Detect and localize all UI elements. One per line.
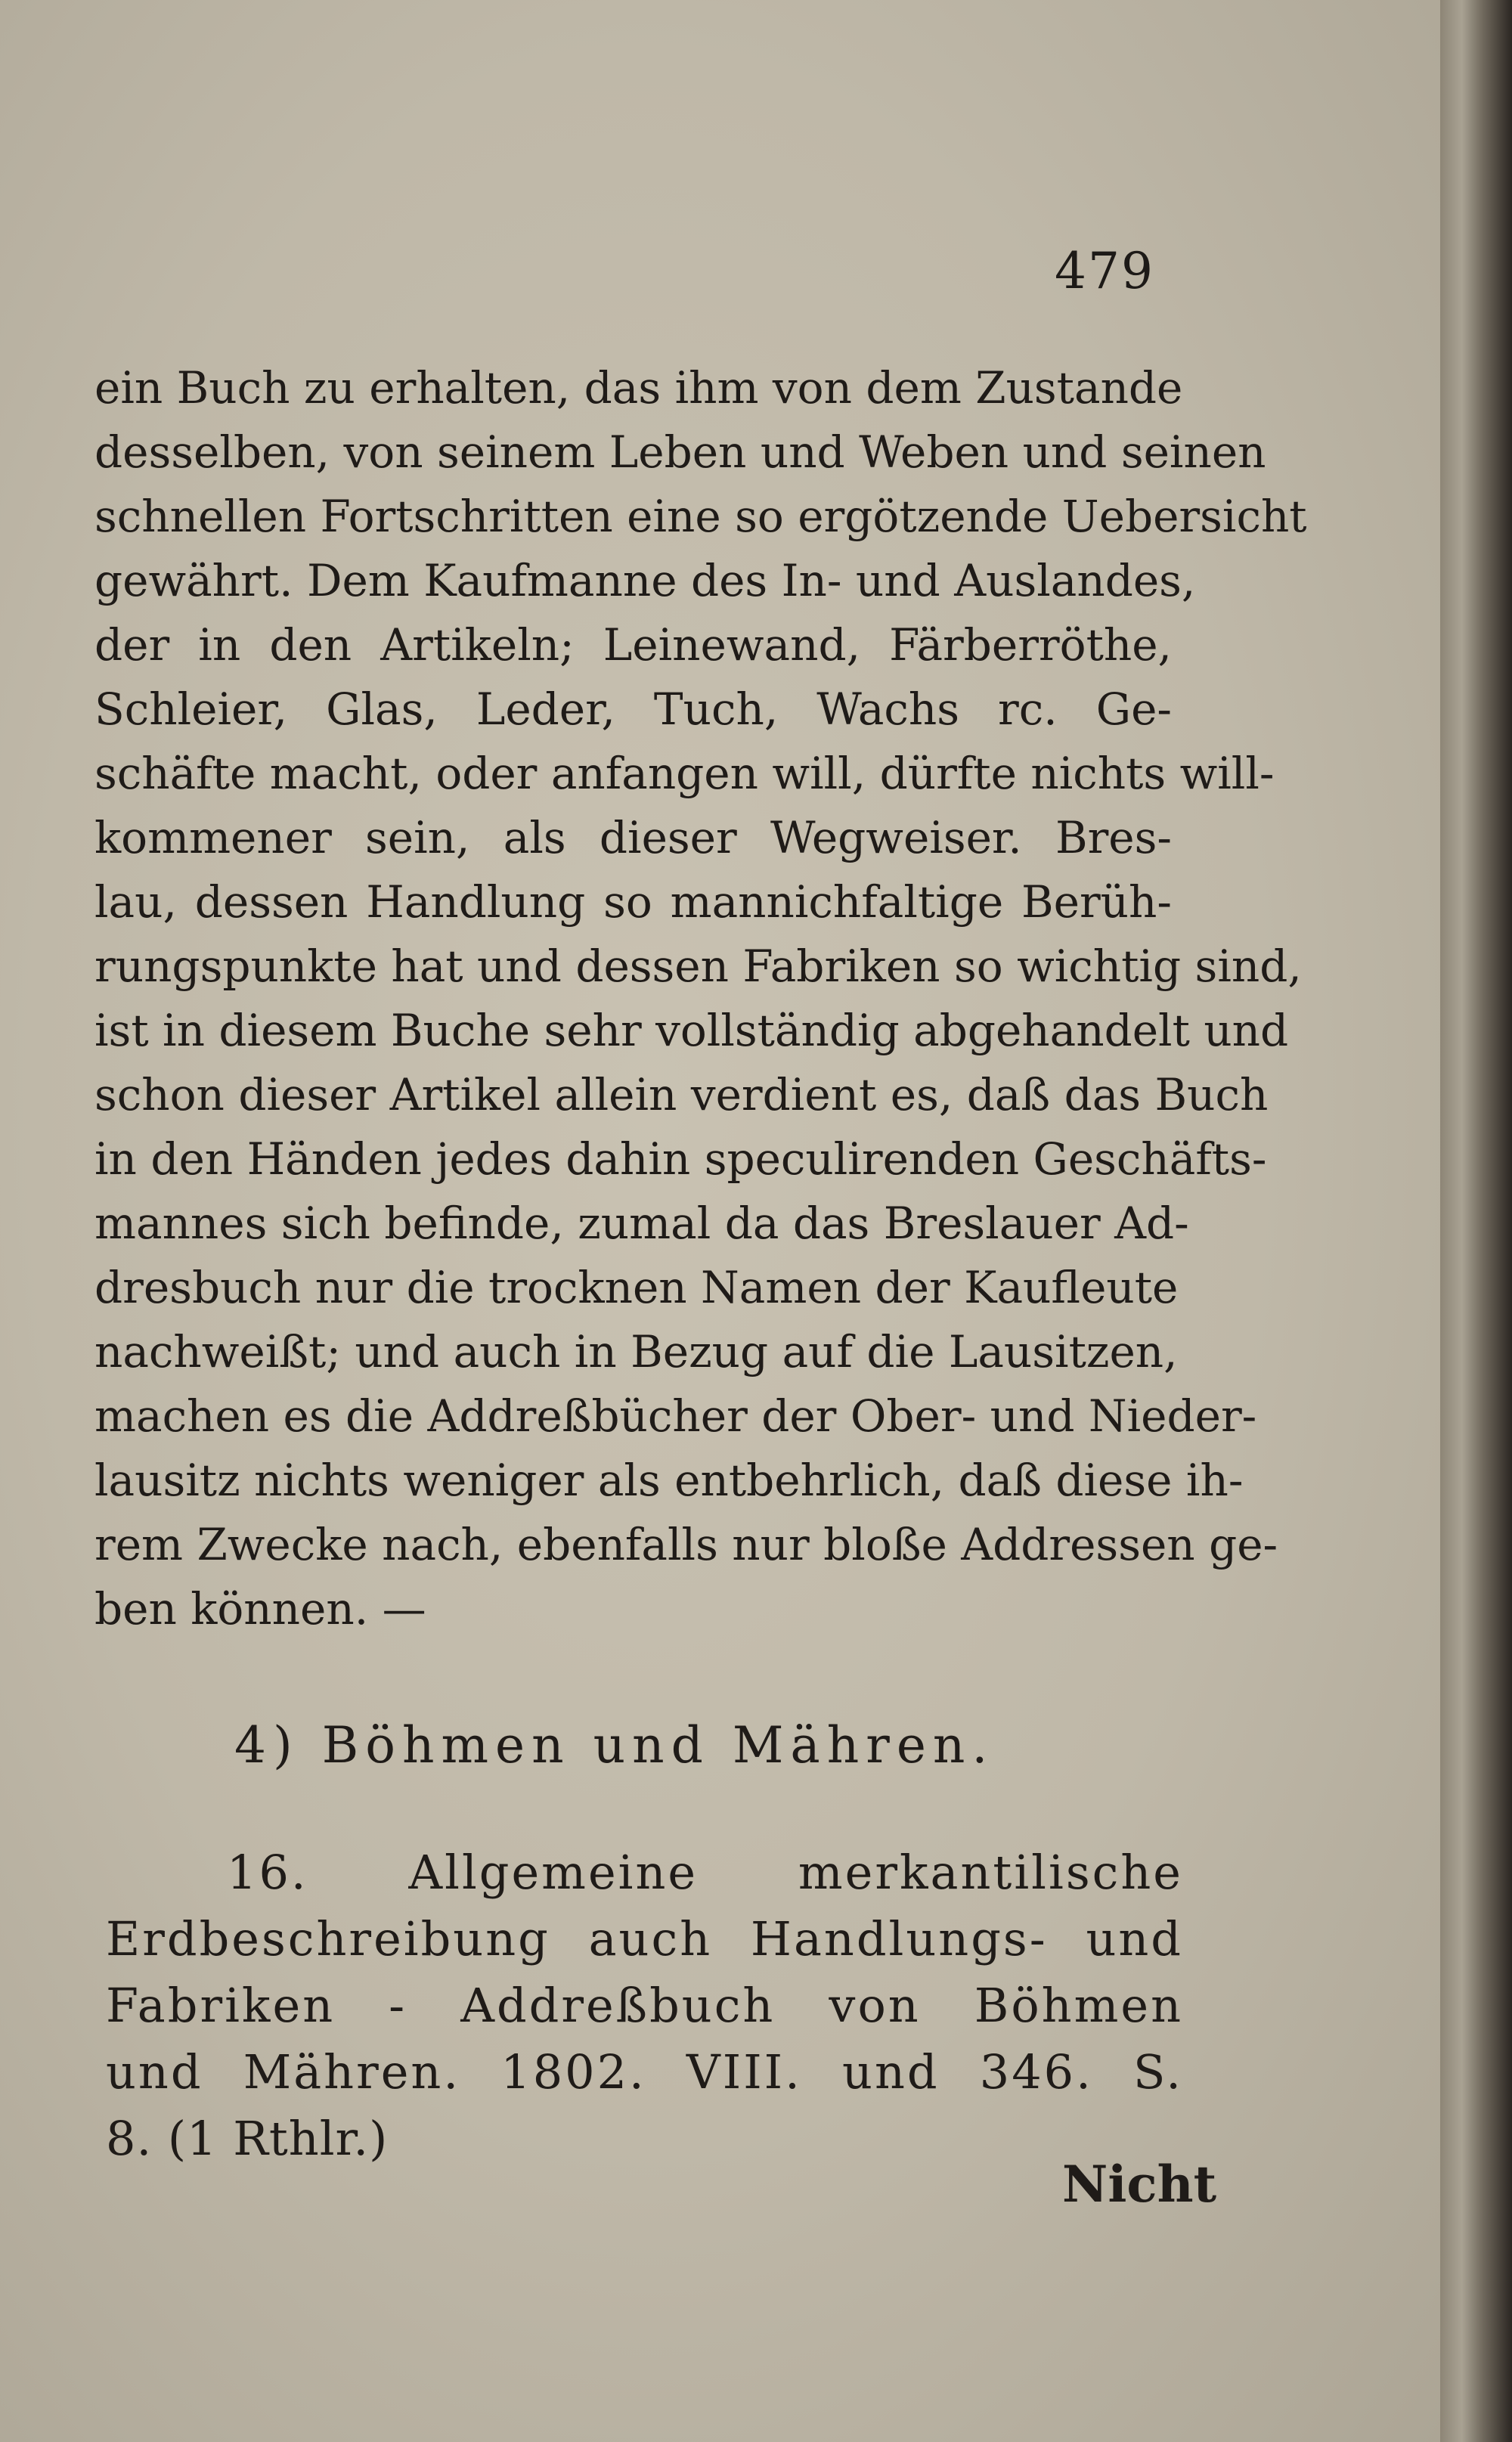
paragraph-line: Schleier, Glas, Leder, Tuch, Wachs rc. Ge- [94, 683, 1172, 735]
paragraph-line: rem Zwecke nach, ebenfalls nur bloße Addressen ge- [94, 1519, 1278, 1570]
catchword: Nicht [1062, 2155, 1217, 2214]
paragraph-line: ben können. — [94, 1583, 426, 1635]
paragraph-line: machen es die Addreßbücher der Ober- und Nieder- [94, 1390, 1257, 1442]
paragraph-line: schnellen Fortschritten eine so ergötzende Uebersicht [94, 491, 1307, 542]
paragraph-line: in den Händen jedes dahin speculirenden Geschäfts- [94, 1133, 1267, 1185]
entry-line: 8. (1 Rthlr.) [106, 2111, 389, 2166]
paragraph-line: der in den Artikeln; Leinewand, Färberröthe, [94, 619, 1172, 671]
paragraph-line: ist in diesem Buche sehr vollständig abgehandelt und [94, 1005, 1289, 1056]
entry-line: 16. Allgemeine merkantilische [227, 1845, 1183, 1900]
page-number: 479 [1055, 242, 1154, 300]
paragraph-line: ein Buch zu erhalten, das ihm von dem Zustande [94, 362, 1183, 414]
paragraph-line: gewährt. Dem Kaufmanne des In- und Auslandes, [94, 555, 1196, 606]
paragraph-line: kommener sein, als dieser Wegweiser. Bres- [94, 812, 1172, 863]
paragraph-line: desselben, von seinem Leben und Weben und seinen [94, 426, 1266, 478]
paragraph-line: schon dieser Artikel allein verdient es, daß das Buch [94, 1069, 1269, 1120]
entry-line: Fabriken - Addreßbuch von Böhmen [106, 1978, 1183, 2033]
paragraph-line: lausitz nichts weniger als entbehrlich, daß diese ih- [94, 1455, 1244, 1506]
section-heading: 4) Böhmen und Mähren. [234, 1716, 995, 1774]
paragraph-line: dresbuch nur die trocknen Namen der Kaufleute [94, 1262, 1179, 1313]
paragraph-line: lau, dessen Handlung so mannichfaltige Berüh- [94, 876, 1172, 928]
entry-line: Erdbeschreibung auch Handlungs- und [106, 1911, 1183, 1966]
paragraph-line: mannes sich befinde, zumal da das Breslauer Ad- [94, 1198, 1189, 1249]
paragraph-line: nachweißt; und auch in Bezug auf die Lausitzen, [94, 1326, 1178, 1377]
entry-line: und Mähren. 1802. VIII. und 346. S. [106, 2044, 1183, 2100]
paragraph-line: schäfte macht, oder anfangen will, dürfte nichts will- [94, 748, 1275, 799]
book-spine-edge [1440, 0, 1512, 2442]
paragraph-line: rungspunkte hat und dessen Fabriken so wichtig sind, [94, 941, 1302, 992]
